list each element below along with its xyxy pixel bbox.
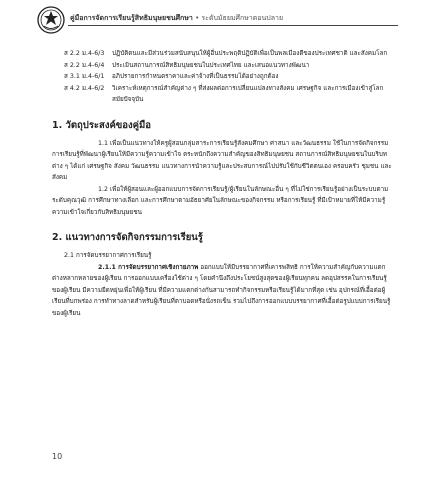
criterion-code: ส 2.2 ม.4-6/3 [64,50,105,57]
criterion-code: ส 2.2 ม.4-6/4 [64,61,105,69]
section-heading: 2. แนวทางการจัดกิจกรรมการเรียนรู้ [52,232,203,243]
subsection-label: 2.1.1 การจัดบรรยากาศเชิงกายภาพ [98,263,199,271]
criterion-row [64,71,392,83]
page-content [52,48,392,319]
page-number: 10 [52,452,63,461]
header-divider [68,25,398,26]
page-header [0,0,427,40]
header-subtitle: • ระดับมัธยมศึกษาตอนปลาย [192,14,284,22]
subsection-heading: 2.1 การจัดบรรยากาศการเรียนรู้ [64,252,152,259]
header-title: คู่มือการจัดการเรียนรู้สิทธิมนุษยชนศึกษา • ระดับมัธยมศึกษาตอนปลาย [70,14,284,22]
criterion-row [64,48,392,60]
criterion-text: ประเมินสถานการณ์สิทธิมนุษยชนในประเทศไทย และเสนอแนวทางพัฒนา [112,61,310,69]
criterion-text: อภิปรายการกำหนดราคาและค่าจ้างที่เป็นธรรมได้อย่างถูกต้อง [112,73,279,80]
criterion-row [64,60,392,72]
criterion-text: วิเคราะห์เหตุการณ์สำคัญต่าง ๆ ที่ส่งผลต่อการเปลี่ยนแปลงทางสังคม เศรษฐกิจ และการเมืองเข้าสู่โลกสมัยปัจจุบัน [112,84,384,103]
criterion-text: ปฏิบัติตนและมีส่วนร่วมสนับสนุนให้ผู้อื่นประพฤติปฏิบัติเพื่อเป็นพลเมืองดีของประเทศชาติ และสังคมโลก [112,50,388,57]
paragraph: 1.2 เพื่อให้ผู้สอนและผู้ออกแบบการจัดการเรียนรู้/ผู้เรียนในลักษณะอื่น ๆ ที่ไม่ใช่การเรียนรู้อย่างเป็นระบบตามระดับคุณวุฒิ การศึกษาทางเลือก และการศึกษาตามอัธยาศัยในลักษณะของกิจกรรม หรือการเรียนรู้ ที่มีเป้าหมายที่ให้มีความรู้ ความเข้าใจเกี่ยวกับสิทธิมนุษยชน [52,185,389,216]
paragraph: 1.1 เพื่อเป็นแนวทางให้ครูผู้สอนกลุ่มสาระการเรียนรู้สังคมศึกษา ศาสนา และวัฒนธรรม ใช้ในการจัดกิจกรรมการเรียนรู้ที่พัฒนาผู้เรียนให้มีความรู้ความเข้าใจ ตระหนักถึงความสำคัญของสิทธิมนุษยชน สถานการณ์สิทธิมนุษยชนในบริบทต่าง ๆ ได้แก่ เศรษฐกิจ สังคม วัฒนธรรม แนวทางการนำความรู้และประสบการณ์ไปปรับใช้กับชีวิตตนเอง ครอบครัว ชุมชน และสังคม [52,139,392,181]
paragraph [52,262,392,320]
criterion-row [64,83,392,106]
paragraph-body: ออกแบบให้มีบรรยากาศที่เคารพสิทธิ การให้ความสำคัญกับความแตกต่างหลากหลายของผู้เรียน การออกแบบเครื่องใช้ต่าง ๆ โดยคำนึงถึงประโยชน์สูงสุดของผู้เรียนทุกคน ลดอุปสรรคในการเรียนรู้ของผู้เรียน มีความยืดหยุ่นเพื่อให้ผู้เรียน ที่มีความแตกต่างกันสามารถทำกิจกรรมหรือเรียนรู้ได้มากที่สุด เช่น อุปกรณ์ที่เอื้อต่อผู้เรียนที่บกพร่อง การทำทางลาดสำหรับผู้เรียนที่ตาบอดหรือนั่งรถเข็น รวมไปถึงการออกแบบบรรยากาศที่เอื้อต่อรูปแบบการเรียนรู้ของผู้เรียน [52,263,391,317]
organization-seal-icon [37,6,65,34]
criterion-code: ส 3.1 ม.4-6/1 [64,73,105,80]
criterion-code: ส 4.2 ม.4-6/2 [64,84,105,92]
section-heading: 1. วัตถุประสงค์ของคู่มือ [52,119,151,131]
